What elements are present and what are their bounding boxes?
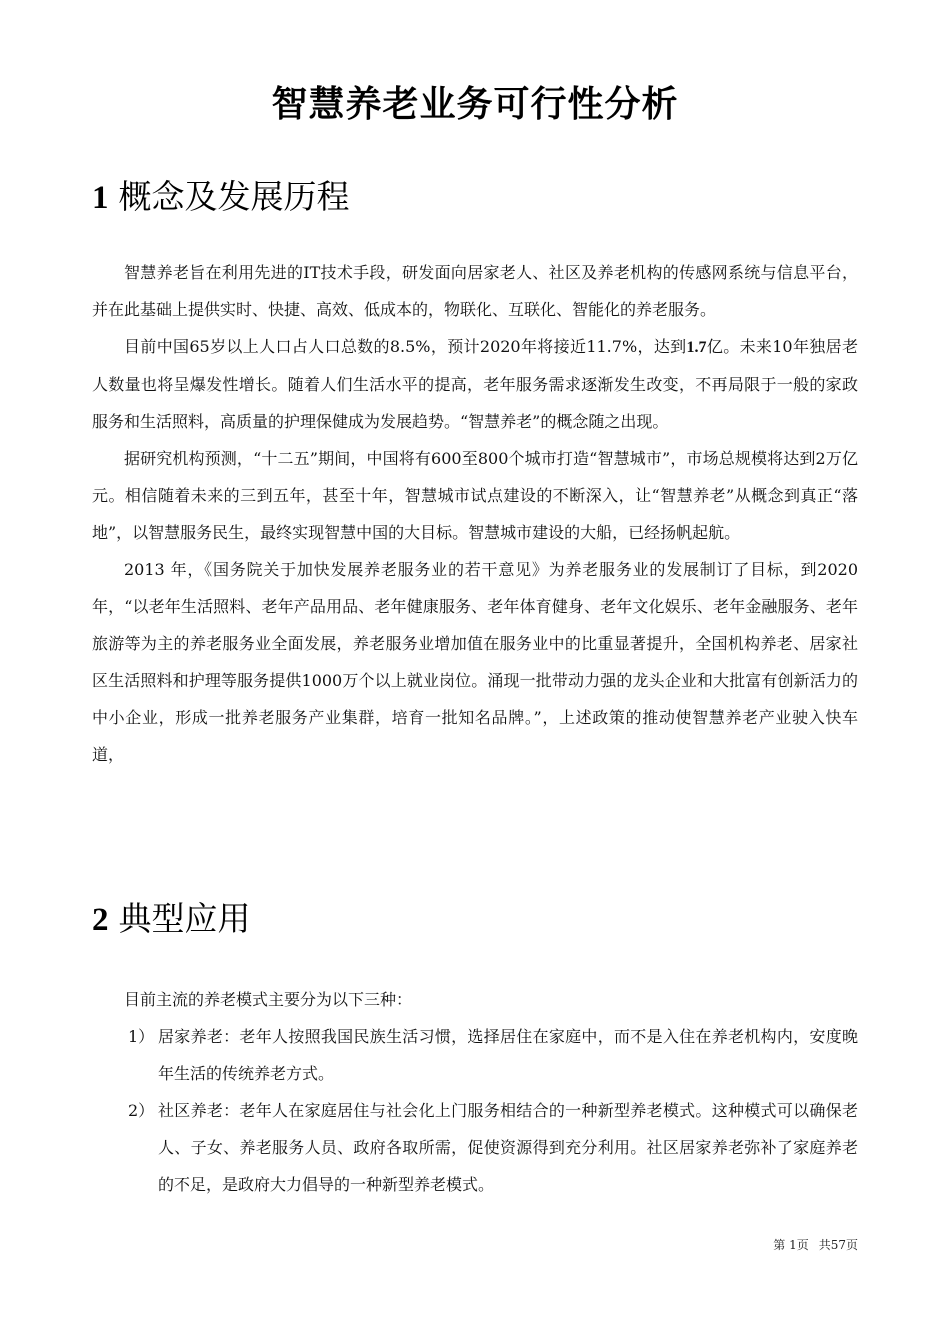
paragraph-modes-intro: 目前主流的养老模式主要分为以下三种：	[124, 990, 413, 1009]
paragraph-policy: 2013 年，《国务院关于加快发展养老服务业的若干意见》为养老服务业的发展制订了目标，到2020年，“以老年生活照料、老年产品用品、老年健康服务、老年体育健身、老年文化娱乐、老年金融服务、老年旅游等为主的养老服务业全面发展，养老服务业增加值在服务业中的比重显著提升，全国机构养老、居家社区生活照料和护理等服务提供1000万个以上就业岗位。涌现一批带动力强的龙头企业和大批富有创新活力的中小企业，形成一批养老服务产业集群，培育一批知名品牌。”，上述政策的推动使智慧养老产业驶入快车道，	[92, 560, 858, 764]
list-marker: 1）	[128, 1027, 155, 1046]
list-item-home-care	[92, 1018, 858, 1092]
section-1-title: 概念及发展历程	[118, 177, 350, 216]
section-2-body	[92, 981, 858, 1203]
paragraph-population-lead: 目前中国65岁以上人口占人口总数的8.5%，预计2020年将接近11.7%，达到	[124, 337, 687, 356]
section-2-title: 典型应用	[118, 899, 251, 938]
list-item-text: 居家养老：老年人按照我国民族生活习惯，选择居住在家庭中，而不是入住在养老机构内，安度晚年生活的传统养老方式。	[158, 1027, 858, 1083]
section-2-number: 2	[92, 902, 109, 938]
page-number: 第 1页	[773, 1238, 809, 1252]
paragraph-concept: 智慧养老旨在利用先进的IT技术手段，研发面向居家老人、社区及养老机构的传感网系统与信息平台，并在此基础上提供实时、快捷、高效、低成本的，物联化、互联化、智能化的养老服务。	[92, 263, 858, 319]
section-1-number: 1	[92, 180, 109, 216]
list-marker: 2）	[128, 1101, 155, 1120]
document-title: 智慧养老业务可行性分析	[271, 84, 679, 125]
section-2-heading	[92, 897, 251, 942]
section-1-heading	[92, 175, 350, 220]
paragraph-population-rest: 亿。未来10年独居老人数量也将呈爆发性增长。随着人们生活水平的提高，老年服务需求逐渐发生改变，不再局限于一般的家政服务和生活照料，高质量的护理保健成为发展趋势。“智慧养老”的概念随之出现。	[92, 337, 858, 431]
paragraph-population-figure: 1.7	[686, 339, 707, 356]
list-item-community-care	[92, 1092, 858, 1203]
page-footer	[773, 1236, 858, 1254]
page-total: 共57页	[818, 1238, 858, 1252]
paragraph-smart-city: 据研究机构预测，“十二五”期间，中国将有600至800个城市打造“智慧城市”，市场总规模将达到2万亿元。相信随着未来的三到五年，甚至十年，智慧城市试点建设的不断深入，让“智慧养老”从概念到真正“落地”，以智慧服务民生，最终实现智慧中国的大目标。智慧城市建设的大船，已经扬帆起航。	[92, 449, 858, 542]
paragraph-population	[92, 328, 858, 440]
section-1-body	[92, 254, 858, 773]
list-item-text: 社区养老：老年人在家庭居住与社会化上门服务相结合的一种新型养老模式。这种模式可以确保老人、子女、养老服务人员、政府各取所需，促使资源得到充分利用。社区居家养老弥补了家庭养老的不足，是政府大力倡导的一种新型养老模式。	[158, 1101, 858, 1194]
